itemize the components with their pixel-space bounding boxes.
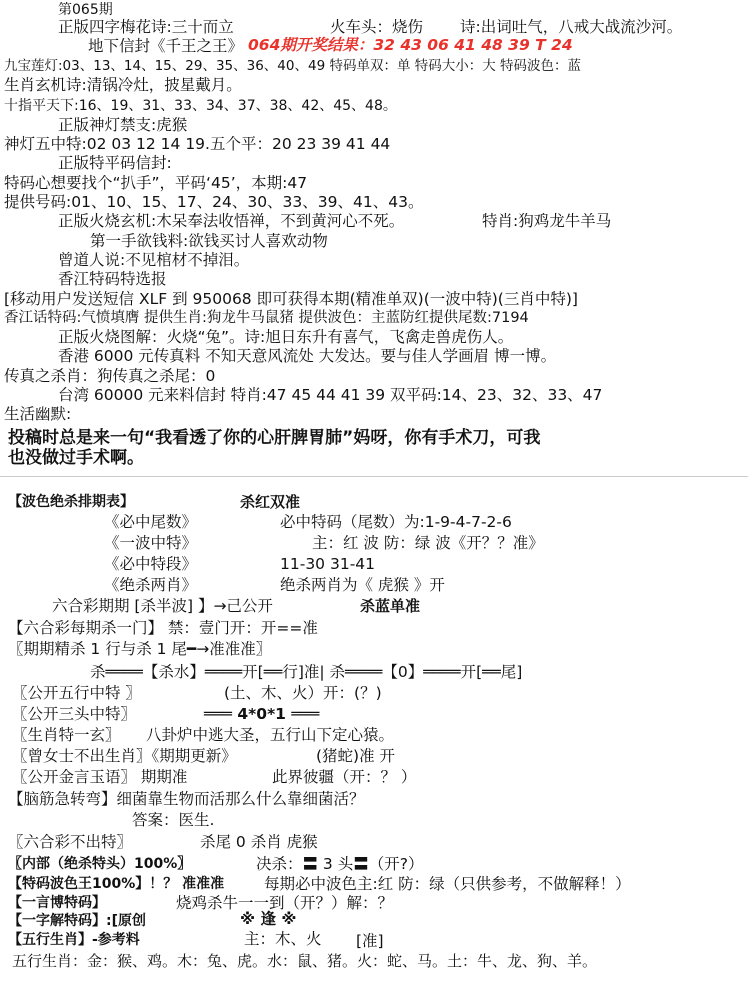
kill-blue: 杀蓝单准 — [360, 597, 421, 615]
first-hand: 第一手欲钱料:欲钱买讨人喜欢动物 — [90, 232, 328, 250]
lamp-five: 神灯五中特:02 03 12 14 19.五个平：20 23 39 41 44 — [4, 135, 391, 153]
one-word-value: 烧鸡杀牛一一到（开？）解：？ — [176, 894, 394, 912]
kill-door: 【六合彩每期杀一门】 禁：壹门开：开==准 — [8, 619, 318, 637]
joke-line-1: 投稿时总是来一句“我看透了你的心肝脾胃肺”妈呀，你有手术刀，可我 — [8, 428, 541, 448]
fire-picture: 正版火烧图解：火烧“兔”。诗:旭日东升有喜气，飞禽走兽虎伤人。 — [58, 328, 514, 346]
hongkong-fax: 香港 6000 元传真料 不知天意风流处 大发达。要与佳人学画眉 博一博。 — [58, 347, 557, 365]
kill-water-row: 杀════【杀水】════开[══行]准| 杀════【0】════开[══尾] — [90, 663, 523, 681]
madam-zeng-label: 〖曾女士不出生肖〗《期期更新》 — [12, 747, 237, 765]
zeng-says: 曾道人说:不见棺材不掉泪。 — [58, 251, 250, 269]
internal-kill-label: 〖内部（绝杀特头）100%〗 — [8, 856, 192, 872]
one-char-value: ※ 逢 ※ — [240, 910, 297, 928]
plum-poem: 正版四字梅花诗:三十而立 — [58, 18, 234, 36]
wave-table-title: 【波色绝杀排期表】 — [8, 494, 134, 510]
tail-value: 必中特码（尾数）为:1-9-4-7-2-6 — [280, 513, 512, 531]
nine-lotus-line: 九宝莲灯:03、13、14、15、29、35、36、40、49 特码单双：单 特码大小：大 特码波色：蓝 — [4, 58, 582, 74]
train-head: 火车头：烧伤 — [330, 18, 424, 36]
five-element-zodiac-list: 五行生肖：金：猴、鸡。木：兔、虎。水：鼠、猪。火：蛇、马。土：牛、龙、狗、羊。 — [12, 952, 598, 970]
fax-kill: 传真之杀肖：狗传真之杀尾：0 — [4, 367, 216, 385]
zodiac-mystery-value: 八卦炉中逃大圣，五行山下定心猿。 — [146, 726, 395, 744]
kill-two-label: 《绝杀两肖》 — [104, 576, 198, 594]
three-head-label: 〖公开三头中特〗 — [12, 705, 137, 723]
life-humor-label: 生活幽默: — [4, 405, 72, 423]
kill-line-tail: 〖期期精杀 1 行与杀 1 尾━→准准准〗 — [8, 640, 272, 658]
underground-envelope: 地下信封《千王之王》 — [88, 37, 244, 55]
special-envelope: 正版特平码信封: — [58, 154, 172, 172]
kill-red: 杀红双准 — [240, 493, 301, 511]
ten-fingers-line: 十指平天下:16、19、31、33、34、37、38、42、45、48。 — [4, 98, 397, 114]
xiangjiang-talk: 香江话特码:气愤填膺 提供生肖:狗龙牛马鼠猪 提供波色：主蓝防红提供尾数:7194 — [4, 310, 529, 326]
internal-kill-value: 决杀：〓 3 头〓（开?） — [256, 855, 424, 873]
taiwan-envelope: 台湾 60000 元来料信封 特肖:47 45 44 41 39 双平码:14、23、32、33、47 — [58, 386, 603, 404]
sms-line: [移动用户发送短信 XLF 到 950068 即可获得本期(精准单双)(一波中特)(三肖中特)] — [4, 290, 578, 308]
no-special-value: 杀尾 0 杀肖 虎猴 — [200, 833, 318, 851]
fire-mystery: 正版火烧玄机:木呆奉法收悟禅，不到黄河心不死。 — [58, 212, 405, 230]
pickpocket-line: 特码心想要找个“扒手”，平码‘45’，本期:47 — [4, 174, 308, 192]
no-special-label: 〖六合彩不出特〗 — [8, 833, 133, 851]
issue-number: 第065期 — [58, 2, 113, 18]
one-wave-value: 主：红 波 防：绿 波《开？？准》 — [312, 534, 544, 552]
riddle: 【脑筋急转弯】细菌靠生物而活那么什么靠细菌活？ — [8, 790, 365, 808]
five-zodiac-main: 主：木、火 — [244, 930, 322, 948]
one-char-label: 【一字解特码】:[原创 — [8, 913, 146, 929]
wave-king-label: 【特码波色王100%】！？ 准准准 — [8, 876, 225, 892]
tail-label: 《必中尾数》 — [104, 513, 198, 531]
golden-words-label: 〖公开金言玉语〗 期期准 — [12, 768, 188, 786]
madam-zeng-value: (猪蛇)准 开 — [316, 747, 396, 765]
segment-value: 11-30 31-41 — [280, 555, 376, 573]
five-element-value: (土、木、火）开：(？) — [224, 684, 382, 702]
one-word-label: 【一言博特码】 — [8, 895, 106, 911]
lamp-ban: 正版神灯禁支:虎猴 — [58, 116, 188, 134]
five-zodiac-label: 【五行生肖】-参考料 — [8, 932, 140, 948]
poem-line: 诗:出词吐气，八戒大战流沙河。 — [460, 18, 683, 36]
five-zodiac-tag: [准] — [356, 932, 384, 950]
last-result: 064期开奖结果：32 43 06 41 48 39 T 24 — [248, 36, 573, 54]
provided-numbers: 提供号码:01、10、15、17、24、30、33、39、41、43。 — [4, 193, 424, 211]
zodiac-mystery-label: 〖生肖特一玄〗 — [12, 726, 121, 744]
wave-king-value: 每期必中波色主:红 防：绿（只供参考，不做解释！） — [264, 875, 631, 893]
special-zodiac: 特肖:狗鸡龙牛羊马 — [482, 212, 612, 230]
one-wave-label: 《一波中特》 — [104, 534, 198, 552]
golden-words-value: 此界彼疆（开：？ ） — [272, 768, 417, 786]
kill-two-value: 绝杀两肖为《 虎猴 》开 — [280, 576, 445, 594]
section-divider — [0, 476, 748, 477]
five-element-label: 〖公开五行中特 〗 — [12, 684, 141, 702]
three-head-value: ═══ 4*0*1 ═══ — [204, 705, 320, 723]
riddle-answer: 答案：医生. — [132, 811, 215, 829]
zodiac-poem: 生肖玄机诗:清锅冷灶，披星戴月。 — [4, 76, 242, 94]
joke-line-2: 也没做过手术啊。 — [8, 448, 144, 468]
xiangjiang-title: 香江特码特选报 — [58, 270, 167, 288]
half-wave-label: 六合彩期期 [杀半波] 】→己公开 — [52, 597, 273, 615]
segment-label: 《必中特段》 — [104, 555, 198, 573]
